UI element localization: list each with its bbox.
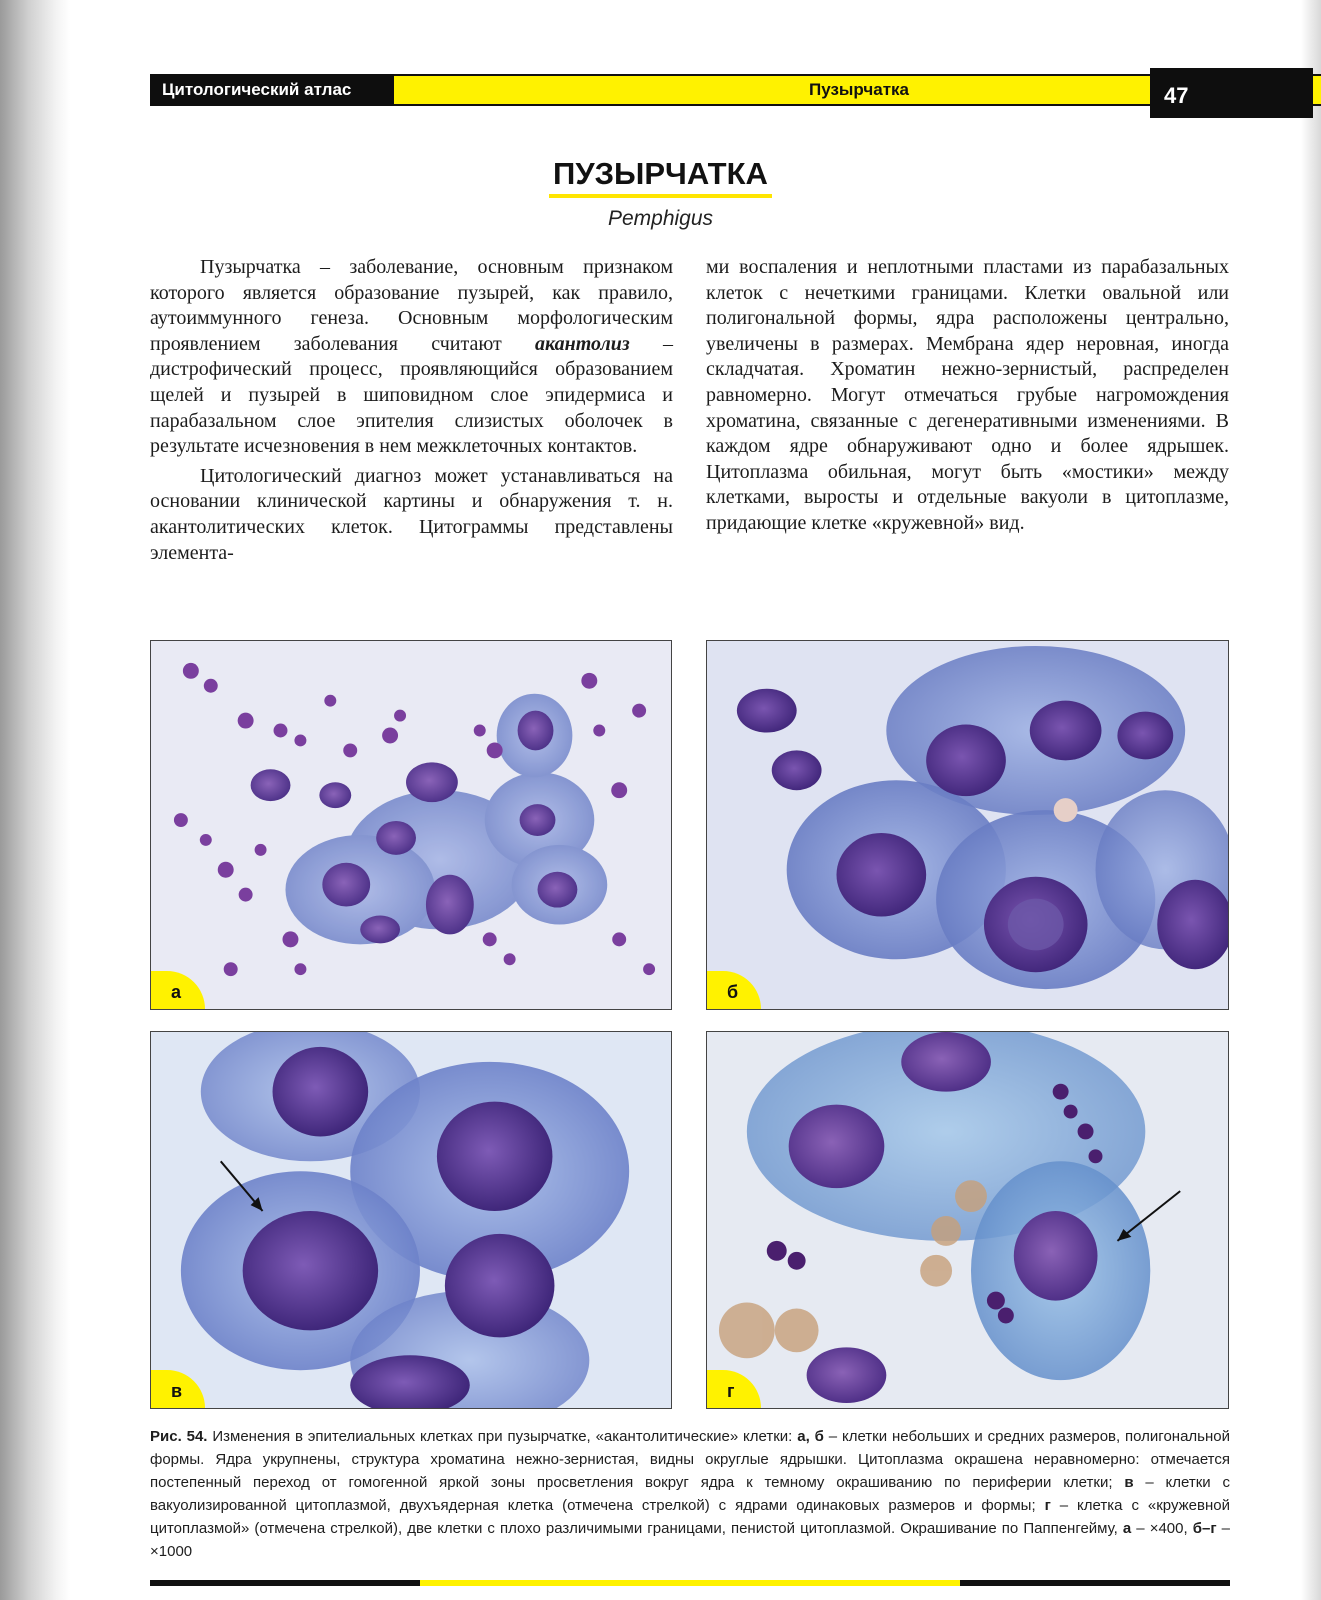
caption-text: Изменения в эпителиальных клетках при пузырчатке, «акантолитические» клетки:: [207, 1428, 798, 1445]
caption-panel-ref: б–г: [1192, 1520, 1217, 1537]
panel-label-g: г: [707, 1370, 761, 1408]
panel-label-b: б: [707, 971, 761, 1009]
panel-label-v: в: [151, 1370, 205, 1408]
panel-label-a: а: [151, 971, 205, 1009]
micrograph-b-image: [707, 641, 1228, 1009]
caption-panel-ref: а, б: [797, 1428, 824, 1445]
caption-panel-ref: г: [1044, 1497, 1051, 1514]
title-block: [0, 156, 1321, 198]
paragraph: Цитологический диагноз может устанавливаться на основании клинической картины и обнаружения т. н. акантолитических клеток. Цитограммы представлены элемента-: [150, 464, 673, 564]
micrograph-v-image: [151, 1032, 671, 1408]
caption-text: – ×400,: [1131, 1520, 1193, 1537]
micrograph-b: [706, 640, 1229, 1010]
running-header: [150, 68, 1313, 118]
caption-panel-ref: в: [1124, 1474, 1134, 1491]
paragraph-text: – дистрофический процесс, проявляющийся образованием щелей и пузырей в шиповидном слое эпидермиса и парабазальном слое эпителия слизистых оболочек в результате исчезновения в нем межклеточных контактов.: [150, 332, 673, 458]
paragraph: [150, 255, 673, 460]
page-number: 47: [1150, 68, 1313, 118]
figure-caption: [150, 1425, 1230, 1563]
latin-subtitle: Pemphigus: [607, 207, 714, 230]
paragraph-text: Пузырчатка – заболевание, основным признаком которого является образование пузырей, как правило, аутоиммунного генеза. Основным морфологическим проявлением заболевания считают: [150, 256, 673, 355]
caption-text: – клетки с вакуолизированной цитоплазмой, двухъядерная клетка (отмечена стрелкой) с ядрами одинаковых размеров и формы;: [150, 1474, 1230, 1514]
paragraph: ми воспаления и неплотными пластами из парабазальных клеток с нечеткими границами. Клетки овальной или полигональной формы, ядра расположены центрально, увеличены в размерах. Мембрана ядер неровная, иногда складчатая. Хроматин нежно-зернистый, распределен равномерно. Могут отмечаться грубые нагромождения хроматина, связанные с дегенеративными изменениями. В каждом ядре обнаруживают одно и более ядрышек. Цитоплазма обильная, могут быть «мостики» между клетками, выросты и отдельные вакуоли в цитоплазме, придающие клетке «кружевной» вид.: [706, 256, 1229, 534]
book-title: Цитологический атлас: [150, 74, 394, 106]
micrograph-g: [706, 1031, 1229, 1409]
scan-shadow: [0, 0, 70, 1600]
footer-stripe: [150, 1580, 1230, 1586]
text-column-right: [706, 255, 1229, 537]
micrograph-g-image: [707, 1032, 1228, 1408]
caption-panel-ref: а: [1122, 1520, 1132, 1537]
micrograph-a: [150, 640, 672, 1010]
caption-lead: Рис. 54.: [150, 1428, 208, 1445]
caption-text: – клетки небольших и средних размеров, полигональной формы. Ядра укрупнены, структура хроматина нежно-зернистая, видны округлые ядрышки. Цитоплазма окрашена неравномерно: отмечается постепенный переход от гомогенной яркой зоны просветления вокруг ядра к темному окрашиванию по периферии клетки;: [150, 1428, 1230, 1491]
micrograph-a-image: [151, 641, 671, 1009]
scan-shadow-right: [1301, 0, 1321, 1600]
key-term: акантолиз: [535, 332, 630, 355]
page-title: ПУЗЫРЧАТКА: [549, 156, 772, 198]
text-column-left: [150, 255, 673, 566]
caption-text: – клетка с «кружевной цитоплазмой» (отмечена стрелкой), две клетки с плохо различимыми границами, пенистой цитоплазмой. Окрашивание по Паппенгейму,: [150, 1497, 1230, 1537]
micrograph-v: [150, 1031, 672, 1409]
chapter-title: Пузырчатка: [809, 80, 909, 99]
caption-text: – ×1000: [150, 1520, 1230, 1560]
